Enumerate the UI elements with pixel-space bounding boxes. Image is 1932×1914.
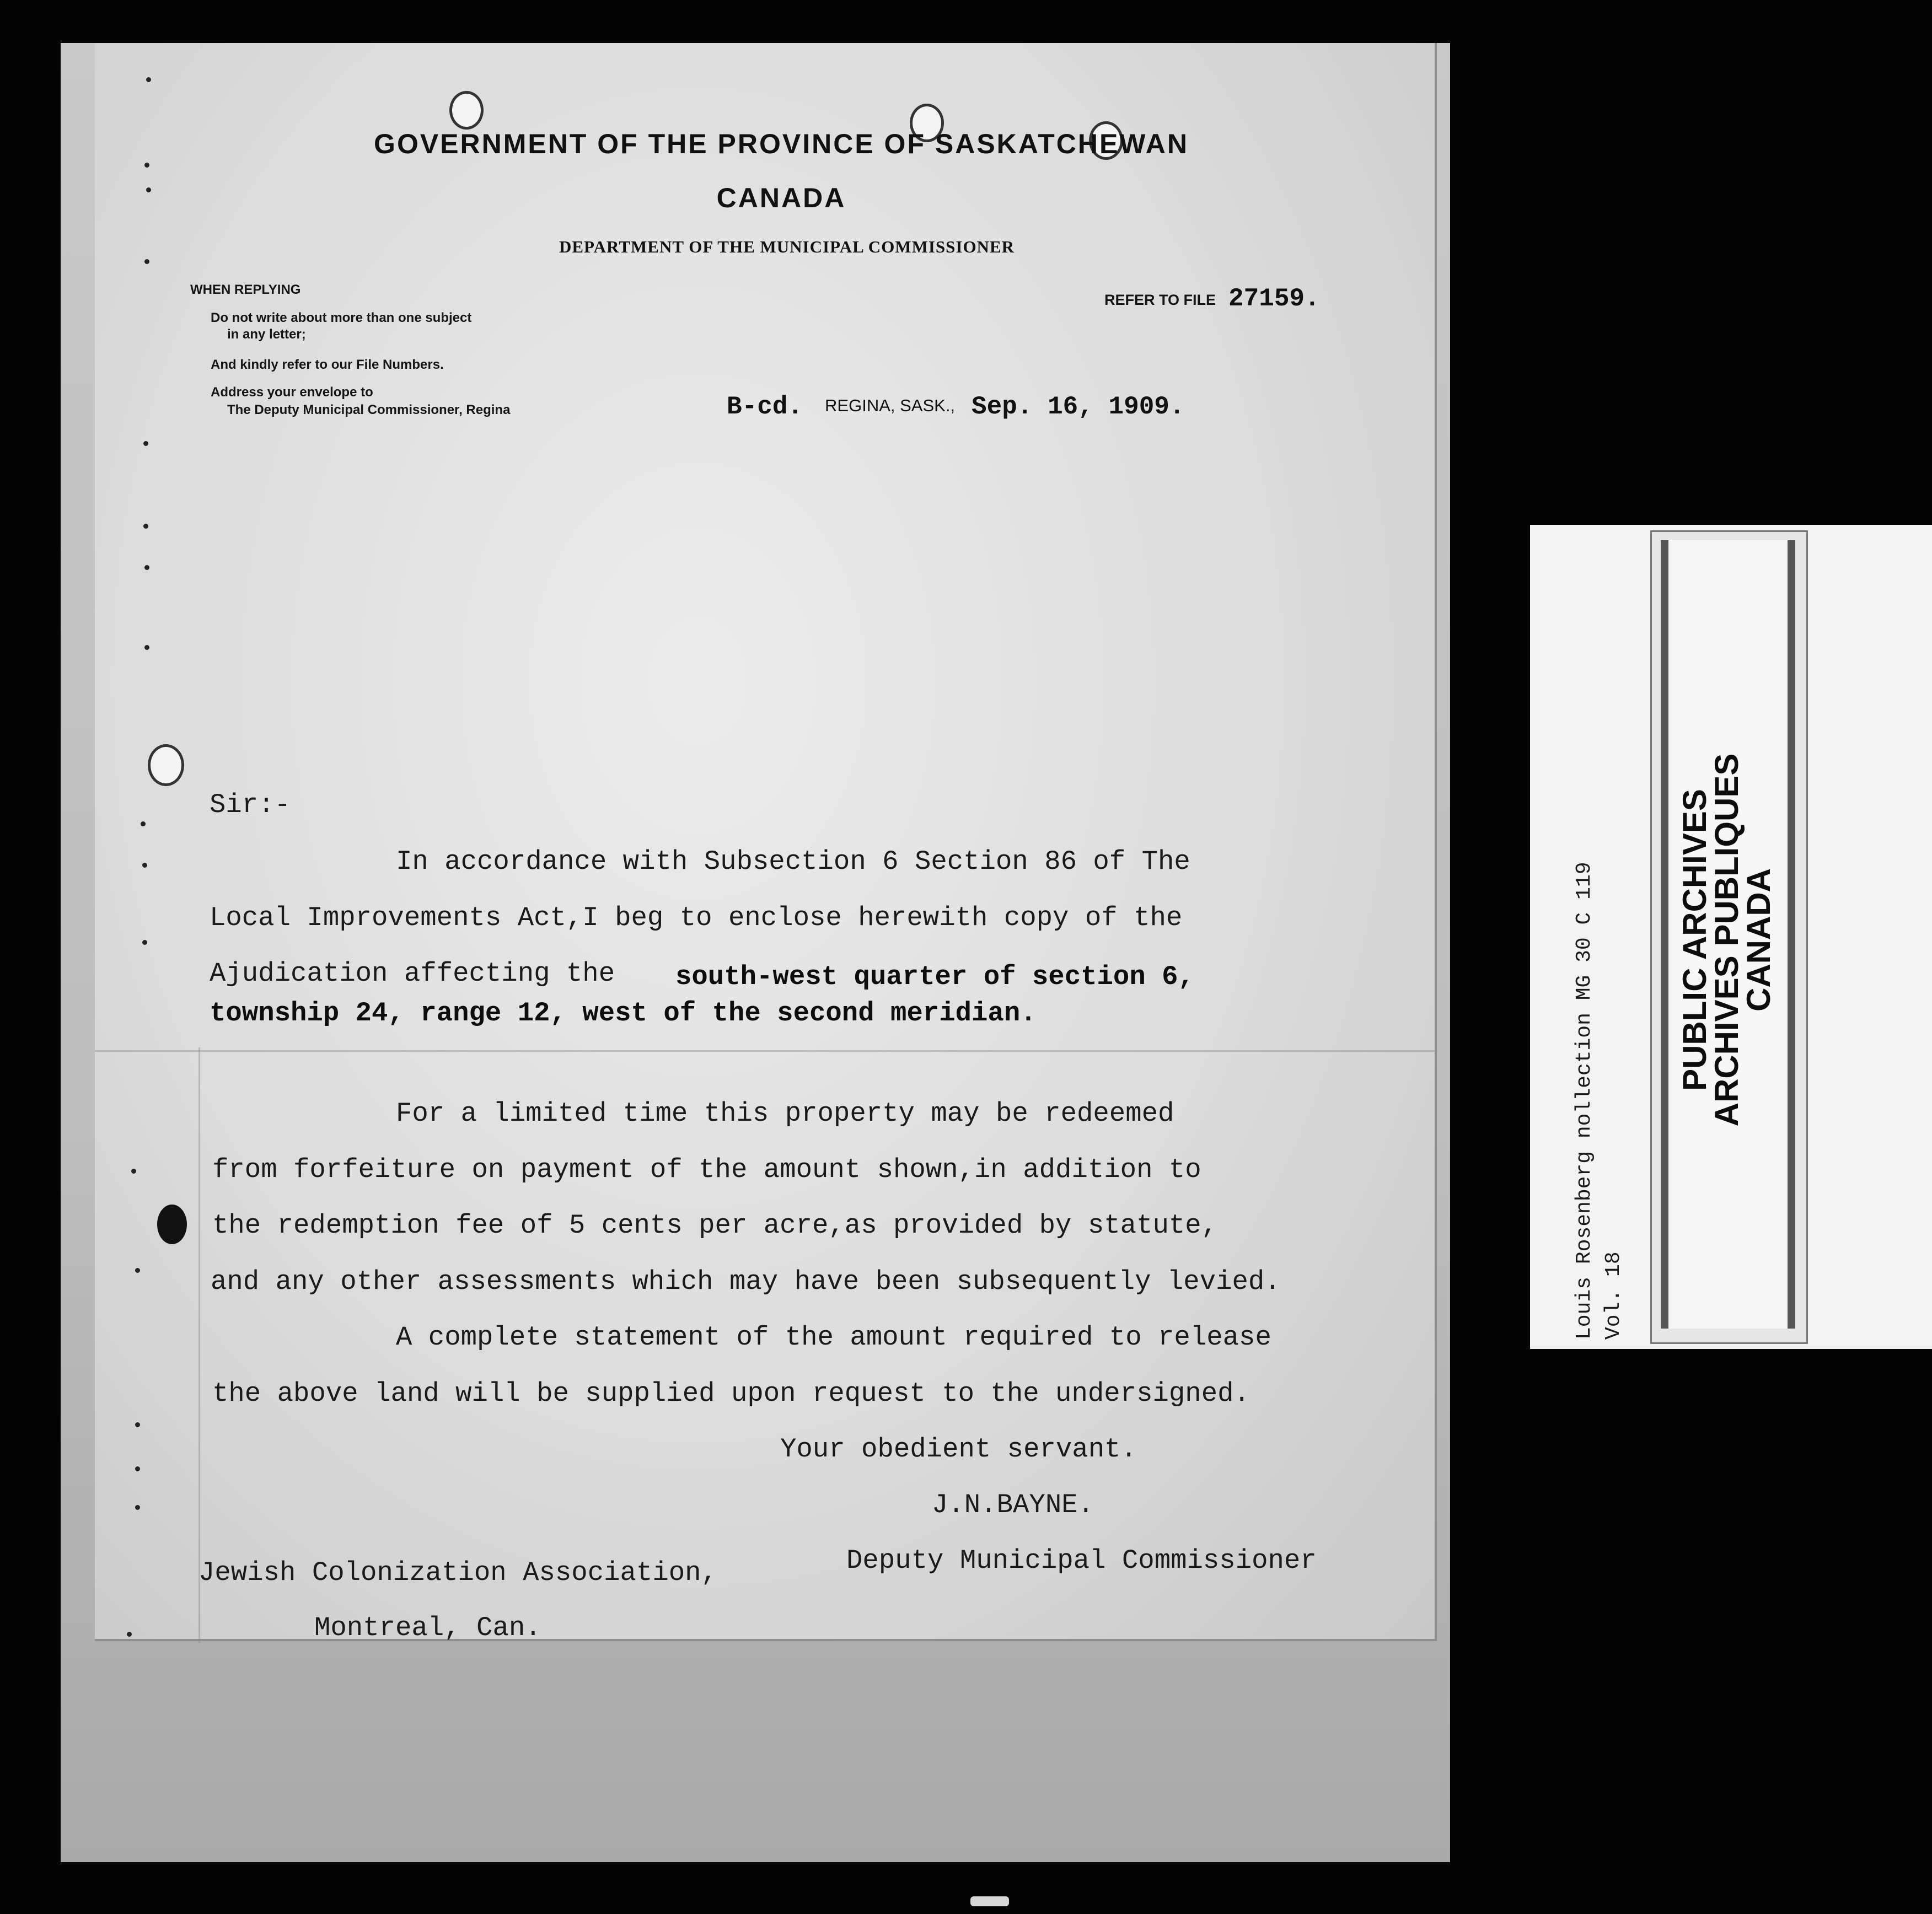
- body-line-bold: township 24, range 12, west of the second meridian.: [210, 998, 1037, 1029]
- margin-dot: [144, 565, 149, 570]
- reply-instruction-1b: in any letter;: [227, 327, 306, 342]
- margin-dot: [143, 524, 148, 529]
- body-line: the above land will be supplied upon request to the undersigned.: [212, 1378, 1250, 1409]
- margin-dot: [135, 1466, 140, 1471]
- salutation: Sir:-: [210, 789, 291, 820]
- signature: J.N.BAYNE.: [932, 1490, 1094, 1520]
- body-line: In accordance with Subsection 6 Section 86 of The: [396, 846, 1190, 877]
- punch-hole: [157, 1205, 187, 1244]
- body-line: and any other assessments which may have been subsequently levied.: [211, 1266, 1281, 1297]
- collection-reference: Louis Rosenberg nollection MG 30 C 119: [1573, 862, 1596, 1340]
- margin-dot: [141, 821, 146, 826]
- reply-instruction-1: Do not write about more than one subject: [211, 310, 472, 325]
- film-speck: [970, 1896, 1009, 1906]
- stamp-line-3: CANADA: [1740, 868, 1777, 1012]
- dateline: [727, 393, 1185, 421]
- punch-hole: [449, 91, 484, 130]
- stamp-line-1: PUBLIC ARCHIVES: [1676, 789, 1713, 1091]
- margin-dot: [135, 1505, 140, 1510]
- body-line: For a limited time this property may be redeemed: [396, 1098, 1174, 1129]
- margin-dot: [142, 940, 147, 945]
- body-line: Local Improvements Act,I beg to enclose herewith copy of the: [210, 902, 1183, 933]
- stamp-line-2: ARCHIVES PUBLIQUES: [1708, 753, 1745, 1127]
- dateline-place: REGINA, SASK.,: [825, 396, 956, 415]
- reply-instruction-2: And kindly refer to our File Numbers.: [211, 357, 444, 372]
- punch-hole: [148, 744, 184, 786]
- closing: Your obedient servant.: [780, 1434, 1137, 1465]
- margin-dot: [146, 77, 151, 82]
- addressee-city: Montreal, Can.: [314, 1612, 541, 1643]
- letterhead-government: GOVERNMENT OF THE PROVINCE OF SASKATCHEWAN: [374, 128, 1189, 159]
- reply-heading: WHEN REPLYING: [190, 282, 301, 297]
- fold-line: [95, 1050, 1435, 1052]
- reply-instruction-3b: The Deputy Municipal Commissioner, Regina: [227, 402, 511, 417]
- margin-dot: [135, 1268, 140, 1273]
- file-ref-number: 27159.: [1228, 284, 1320, 313]
- clerk-initials: B-cd.: [727, 393, 803, 421]
- margin-dot: [144, 259, 149, 264]
- dateline-date: Sep. 16, 1909.: [972, 393, 1185, 421]
- body-line: from forfeiture on payment of the amount shown,in addition to: [212, 1154, 1201, 1185]
- body-line-bold: south-west quarter of section 6,: [675, 961, 1194, 992]
- margin-dot: [142, 863, 147, 868]
- margin-dot: [135, 1422, 140, 1427]
- margin-dot: [143, 441, 148, 446]
- volume-reference: Vol. 18: [1602, 1251, 1625, 1340]
- margin-dot: [144, 163, 149, 168]
- letterhead-department: DEPARTMENT OF THE MUNICIPAL COMMISSIONER: [559, 237, 1015, 256]
- file-ref-label: REFER TO FILE: [1104, 292, 1216, 308]
- letterhead-country: CANADA: [716, 182, 846, 213]
- margin-dot: [144, 645, 149, 650]
- body-line: A complete statement of the amount required to release: [396, 1322, 1271, 1353]
- body-line: Ajudication affecting the: [210, 958, 615, 989]
- addressee: Jewish Colonization Association,: [198, 1557, 717, 1588]
- body-line: the redemption fee of 5 cents per acre,as provided by statute,: [212, 1210, 1218, 1241]
- margin-dot: [131, 1169, 136, 1174]
- signatory-title: Deputy Municipal Commissioner: [846, 1545, 1317, 1576]
- margin-strip-edge: [198, 1047, 200, 1643]
- reply-instruction-3: Address your envelope to: [211, 385, 373, 400]
- margin-dot: [127, 1632, 132, 1637]
